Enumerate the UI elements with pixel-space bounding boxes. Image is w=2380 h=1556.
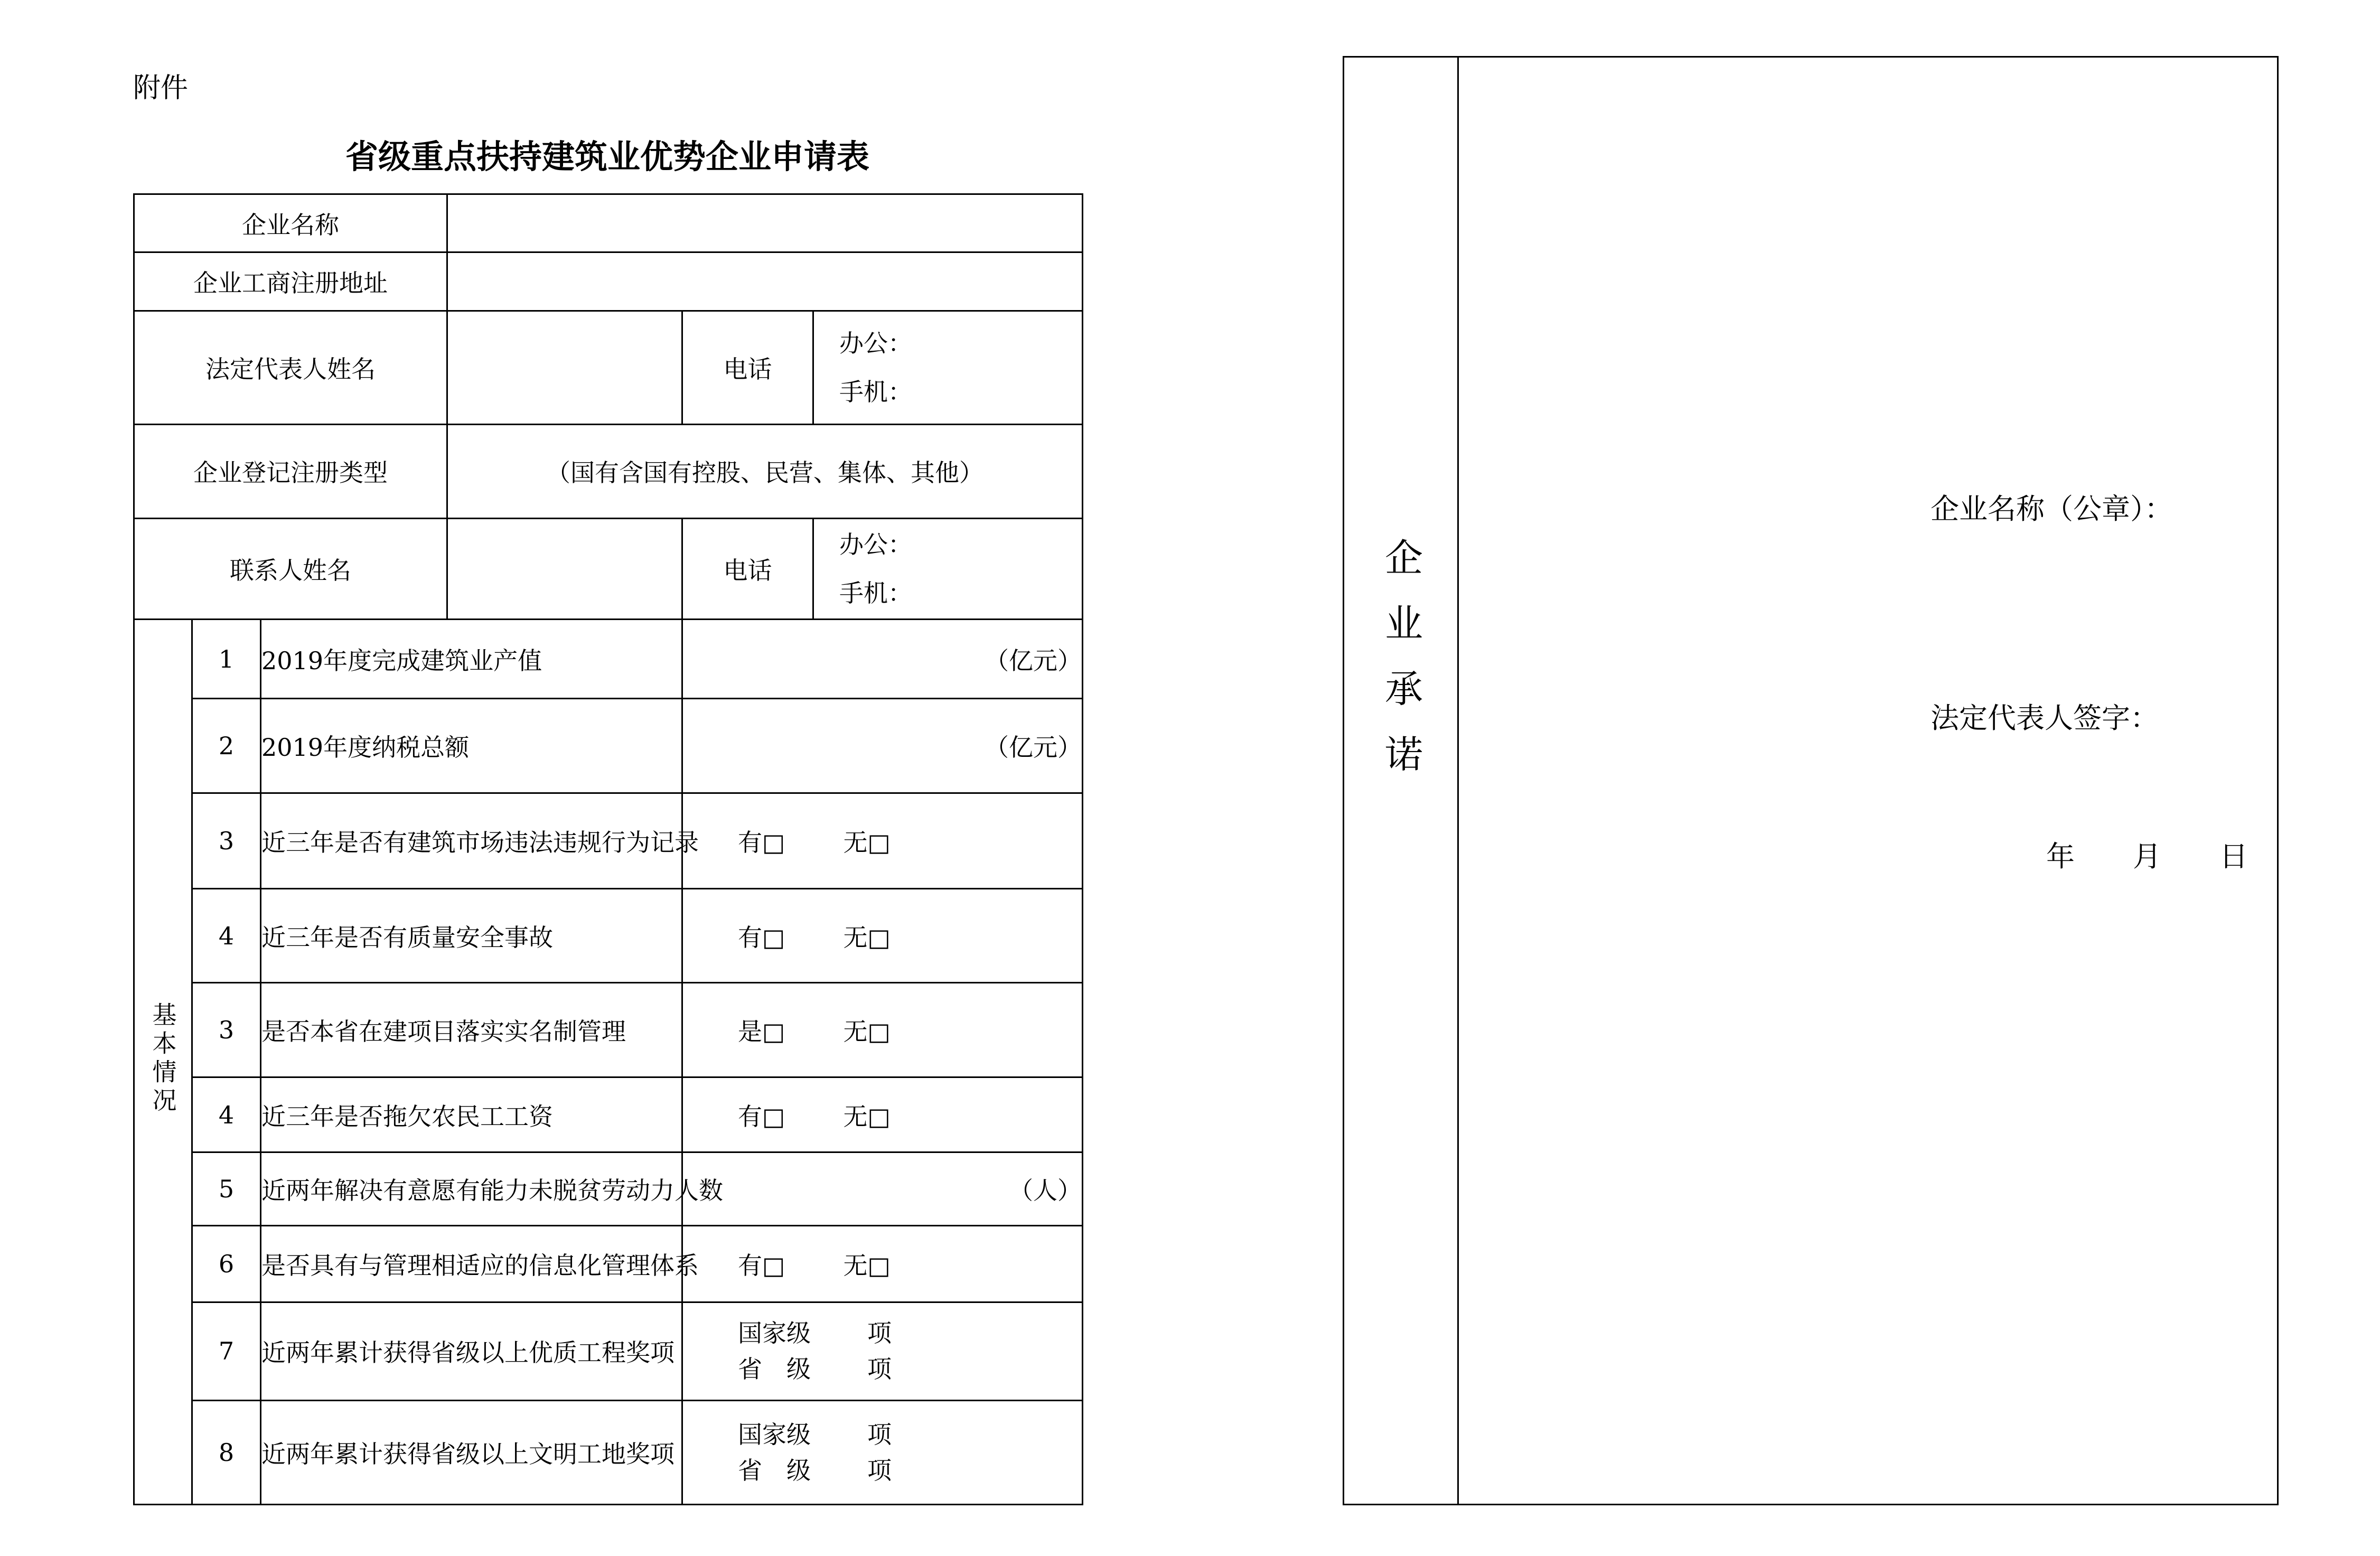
- table-row: [134, 1077, 1083, 1152]
- item-description: 2019年度纳税总额: [261, 699, 682, 793]
- basic-info-section-label: 基本情况: [134, 619, 192, 1504]
- legal-rep-phone-field[interactable]: [813, 311, 1083, 424]
- month-label: 月: [2133, 840, 2161, 873]
- contact-phone-label: 电话: [682, 519, 813, 620]
- form-title: 省级重点扶持建筑业优势企业申请表: [345, 137, 869, 176]
- item-number: 6: [192, 1225, 261, 1302]
- contact-label: 联系人姓名: [134, 519, 447, 620]
- item-number: 7: [192, 1302, 261, 1401]
- checkbox-yes[interactable]: 有□: [738, 1251, 785, 1280]
- item-description: 近两年累计获得省级以上文明工地奖项: [261, 1401, 682, 1505]
- year-label: 年: [2046, 840, 2075, 873]
- contact-mobile-label: 手机：: [839, 579, 913, 608]
- item-description: 2019年度完成建筑业产值: [261, 619, 682, 699]
- checkbox-yes[interactable]: 有□: [738, 1102, 785, 1131]
- item-number: 8: [192, 1401, 261, 1505]
- table-row: [134, 888, 1083, 983]
- checkbox-yes[interactable]: 是□: [738, 1017, 785, 1046]
- company-seal-label[interactable]: 企业名称（公章）：: [1931, 492, 2173, 526]
- legal-rep-label: 法定代表人姓名: [134, 311, 447, 424]
- company-name-field[interactable]: [447, 194, 1083, 252]
- attachment-label: 附件: [133, 72, 189, 104]
- pledge-table: [1343, 56, 2279, 1505]
- item-description: 近三年是否有质量安全事故: [261, 888, 682, 983]
- date-line[interactable]: [2046, 834, 2248, 875]
- contact-office-label: 办公：: [839, 530, 913, 559]
- address-row: [134, 252, 1083, 311]
- item-number: 3: [192, 793, 261, 889]
- table-row: [134, 619, 1083, 699]
- legal-rep-office-label: 办公：: [839, 329, 913, 358]
- item-description: 是否具有与管理相适应的信息化管理体系: [261, 1225, 682, 1302]
- item-description: 近两年累计获得省级以上优质工程奖项: [261, 1302, 682, 1401]
- award-unit: 项: [867, 1355, 892, 1384]
- contact-phone-field[interactable]: [813, 519, 1083, 620]
- item-number: 1: [192, 619, 261, 699]
- address-field[interactable]: [447, 252, 1083, 311]
- checkbox-yes[interactable]: 有□: [738, 923, 785, 952]
- day-label: 日: [2219, 840, 2248, 873]
- item-number: 4: [192, 888, 261, 983]
- table-row: [134, 983, 1083, 1077]
- pledge-content: [1458, 57, 2278, 1505]
- checkbox-yes[interactable]: 有□: [738, 828, 785, 857]
- checkbox-no[interactable]: 无□: [843, 923, 891, 952]
- item-answer-field[interactable]: （亿元）: [682, 619, 1083, 699]
- contact-row: [134, 519, 1083, 620]
- item-description: 是否本省在建项目落实实名制管理: [261, 983, 682, 1077]
- company-name-row: [134, 194, 1083, 252]
- reg-type-options[interactable]: （国有含国有控股、民营、集体、其他）: [447, 424, 1083, 519]
- award-unit: 项: [867, 1319, 892, 1348]
- pledge-side-title: 企业承诺: [1344, 57, 1458, 1505]
- checkbox-no[interactable]: 无□: [843, 1017, 891, 1046]
- award-level-national: 国家级: [738, 1420, 811, 1449]
- item-description: 近三年是否拖欠农民工工资: [261, 1077, 682, 1152]
- legal-rep-field[interactable]: [447, 311, 682, 424]
- award-level-provincial: 省 级: [738, 1456, 811, 1485]
- table-row: [134, 1401, 1083, 1505]
- application-form-table: [133, 193, 1083, 1505]
- item-number: 3: [192, 983, 261, 1077]
- item-choice-field[interactable]: [682, 888, 1083, 983]
- award-unit: 项: [867, 1456, 892, 1485]
- signature-label[interactable]: 法定代表人签字：: [1931, 701, 2159, 735]
- award-level-national: 国家级: [738, 1319, 811, 1348]
- legal-rep-phone-label: 电话: [682, 311, 813, 424]
- company-name-label: 企业名称: [134, 194, 447, 252]
- item-number: 2: [192, 699, 261, 793]
- reg-type-row: [134, 424, 1083, 519]
- item-choice-field[interactable]: [682, 1077, 1083, 1152]
- table-row: [134, 793, 1083, 889]
- item-description: 近两年解决有意愿有能力未脱贫劳动力人数: [261, 1152, 682, 1226]
- award-level-provincial: 省 级: [738, 1355, 811, 1384]
- award-unit: 项: [867, 1420, 892, 1449]
- item-choice-field[interactable]: [682, 983, 1083, 1077]
- table-row: [134, 699, 1083, 793]
- checkbox-no[interactable]: 无□: [843, 1251, 891, 1280]
- item-choice-field[interactable]: [682, 1225, 1083, 1302]
- award-count-field[interactable]: [682, 1302, 1083, 1401]
- legal-rep-mobile-label: 手机：: [839, 377, 913, 406]
- item-answer-field[interactable]: （亿元）: [682, 699, 1083, 793]
- checkbox-no[interactable]: 无□: [843, 1102, 891, 1131]
- contact-field[interactable]: [447, 519, 682, 620]
- table-row: [134, 1302, 1083, 1401]
- award-count-field[interactable]: [682, 1401, 1083, 1505]
- item-number: 4: [192, 1077, 261, 1152]
- legal-rep-row: [134, 311, 1083, 424]
- address-label: 企业工商注册地址: [134, 252, 447, 311]
- table-row: [134, 1225, 1083, 1302]
- checkbox-no[interactable]: 无□: [843, 828, 891, 857]
- item-choice-field[interactable]: [682, 793, 1083, 889]
- item-answer-field[interactable]: （人）: [682, 1152, 1083, 1226]
- table-row: [134, 1152, 1083, 1226]
- item-number: 5: [192, 1152, 261, 1226]
- item-description: 近三年是否有建筑市场违法违规行为记录: [261, 793, 682, 889]
- reg-type-label: 企业登记注册类型: [134, 424, 447, 519]
